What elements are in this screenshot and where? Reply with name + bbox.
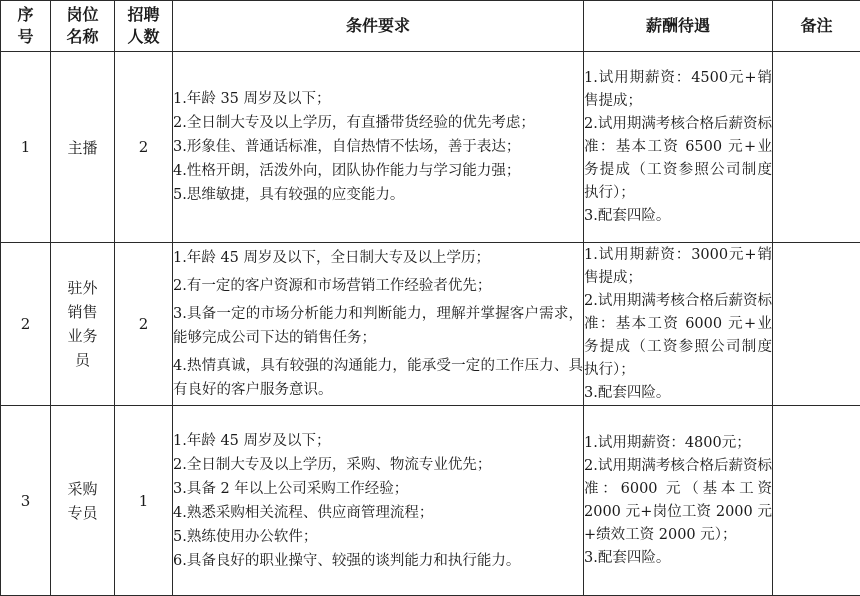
requirement-item: 3.具备一定的市场分析能力和判断能力，理解并掌握客户需求，能够完成公司下达的销售任务；: [173, 302, 583, 350]
header-count-line2: 人数: [115, 26, 172, 48]
requirement-item: 2.全日制大专及以上学历，采购、物流专业优先；: [173, 453, 583, 477]
note-cell: [773, 52, 860, 243]
pay-cell: [584, 243, 773, 406]
requirement-item: 1.年龄 35 周岁及以下；: [173, 87, 583, 111]
header-requirements: 条件要求: [173, 1, 584, 52]
position-name: [51, 243, 115, 406]
header-count-line1: 招聘: [115, 4, 172, 26]
position-name-line: 业务: [51, 324, 114, 348]
row-number: 2: [1, 243, 51, 406]
position-name: [51, 406, 115, 596]
table-row: [1, 243, 860, 406]
position-name-line: 驻外: [51, 276, 114, 300]
requirement-item: 5.熟练使用办公软件；: [173, 525, 583, 549]
pay-cell: [584, 52, 773, 243]
header-position: [51, 1, 115, 52]
table-row: [1, 52, 860, 243]
row-number: 1: [1, 52, 51, 243]
header-note: 备注: [773, 1, 860, 52]
pay-cell: [584, 406, 773, 596]
pay-item: 2.试用期满考核合格后薪资标准：基本工资 6500 元+业务提成（工资参照公司制度执行）；: [584, 113, 772, 205]
requirement-item: 3.具备 2 年以上公司采购工作经验；: [173, 477, 583, 501]
header-count: [115, 1, 173, 52]
pay-item: 1.试用期薪资：3000元+销售提成；: [584, 244, 772, 290]
requirement-item: 6.具备良好的职业操守、较强的谈判能力和执行能力。: [173, 549, 583, 573]
position-name-line: 采购: [51, 477, 114, 501]
pay-item: 2.试用期满考核合格后薪资标准：基本工资 6000 元+业务提成（工资参照公司制度执行）；: [584, 290, 772, 382]
pay-item: 2.试用期满考核合格后薪资标准：6000 元（基本工资 2000 元+岗位工资 2000 元+绩效工资 2000 元）；: [584, 455, 772, 547]
requirement-item: 3.形象佳、普通话标准，自信热情不怯场，善于表达；: [173, 135, 583, 159]
position-name-line: 员: [51, 348, 114, 372]
requirement-item: 4.热情真诚，具有较强的沟通能力，能承受一定的工作压力、具有良好的客户服务意识。: [173, 354, 583, 402]
pay-item: 3.配套四险。: [584, 382, 772, 405]
header-position-line1: 岗位: [51, 4, 114, 26]
hire-count: 2: [115, 52, 173, 243]
header-row: [1, 1, 860, 52]
requirement-item: 2.全日制大专及以上学历，有直播带货经验的优先考虑；: [173, 111, 583, 135]
header-no: [1, 1, 51, 52]
position-name-line: 销售: [51, 300, 114, 324]
pay-item: 1.试用期薪资：4800元；: [584, 432, 772, 455]
header-no-line1: 序: [1, 4, 50, 26]
hire-count: 2: [115, 243, 173, 406]
requirements-cell: [173, 52, 584, 243]
row-number: 3: [1, 406, 51, 596]
requirement-item: 1.年龄 45 周岁及以下；: [173, 429, 583, 453]
pay-item: 3.配套四险。: [584, 547, 772, 570]
requirements-cell: [173, 243, 584, 406]
requirement-item: 1.年龄 45 周岁及以下，全日制大专及以上学历；: [173, 246, 583, 270]
requirement-item: 5.思维敏捷，具有较强的应变能力。: [173, 183, 583, 207]
note-cell: [773, 243, 860, 406]
note-cell: [773, 406, 860, 596]
pay-item: 3.配套四险。: [584, 205, 772, 228]
table-row: [1, 406, 860, 596]
position-name-line: 专员: [51, 501, 114, 525]
requirement-item: 4.性格开朗，活泼外向，团队协作能力与学习能力强；: [173, 159, 583, 183]
header-pay: 薪酬待遇: [584, 1, 773, 52]
pay-item: 1.试用期薪资：4500元+销售提成；: [584, 67, 772, 113]
requirements-cell: [173, 406, 584, 596]
requirement-item: 4.熟悉采购相关流程、供应商管理流程；: [173, 501, 583, 525]
position-name: 主播: [51, 52, 115, 243]
header-no-line2: 号: [1, 26, 50, 48]
requirement-item: 2.有一定的客户资源和市场营销工作经验者优先；: [173, 274, 583, 298]
header-position-line2: 名称: [51, 26, 114, 48]
hire-count: 1: [115, 406, 173, 596]
